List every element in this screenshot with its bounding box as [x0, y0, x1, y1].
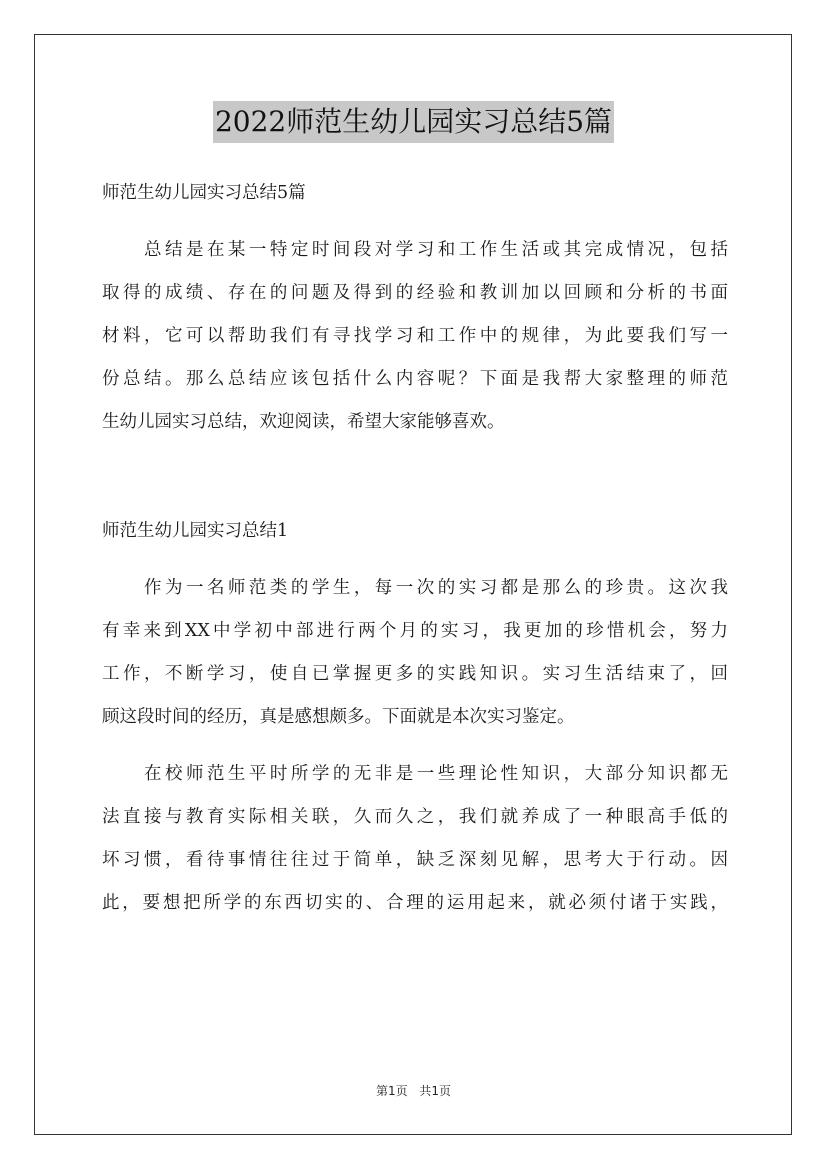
paragraph-line: 坏习惯，看待事情往往过于简单，缺乏深刻见解，思考大于行动。因 [102, 850, 728, 870]
spacer [102, 553, 728, 567]
document-title: 2022师范生幼儿园实习总结5篇 [213, 101, 614, 143]
document-subtitle: 师范生幼儿园实习总结5篇 [102, 183, 306, 203]
paragraph-line: 工作，不断学习，使自已掌握更多的实践知识。实习生活结束了，回 [102, 664, 728, 684]
paragraph-line: 此，要想把所学的东西切实的、合理的运用起来，就必须付诸于实践， [102, 893, 728, 913]
spacer [102, 215, 728, 229]
section1-paragraph-2 [102, 753, 728, 925]
paragraph-line: 顾这段时间的经历，真是感想颇多。下面就是本次实习鉴定。 [102, 707, 575, 727]
document-body [102, 172, 728, 925]
paragraph-line: 份总结。那么总结应该包括什么内容呢？下面是我帮大家整理的师范 [102, 369, 728, 389]
page-footer [0, 1082, 827, 1099]
paragraph-line: 总结是在某一特定时间段对学习和工作生活或其完成情况，包括 [144, 240, 728, 260]
intro-paragraph [102, 229, 728, 444]
paragraph-line: 在校师范生平时所学的无非是一些理论性知识，大部分知识都无 [144, 764, 728, 784]
paragraph-line: 有幸来到XX中学初中部进行两个月的实习，我更加的珍惜机会，努力 [102, 621, 728, 641]
section-heading: 师范生幼儿园实习总结1 [102, 521, 289, 541]
title-container [0, 101, 827, 143]
paragraph-line: 材料，它可以帮助我们有寻找学习和工作中的规律，为此要我们写一 [102, 326, 728, 346]
paragraph-line: 生幼儿园实习总结，欢迎阅读，希望大家能够喜欢。 [102, 412, 505, 432]
paragraph-line: 作为一名师范类的学生，每一次的实习都是那么的珍贵。这次我 [144, 578, 728, 598]
page-number: 第1页 [375, 1084, 408, 1098]
spacer [102, 739, 728, 753]
paragraph-line: 取得的成绩、存在的问题及得到的经验和教训加以回顾和分析的书面 [102, 283, 728, 303]
paragraph-line: 法直接与教育实际相关联，久而久之，我们就养成了一种眼高手低的 [102, 807, 728, 827]
spacer [102, 444, 728, 510]
section1-paragraph-1 [102, 567, 728, 739]
page-total: 共1页 [419, 1084, 452, 1098]
